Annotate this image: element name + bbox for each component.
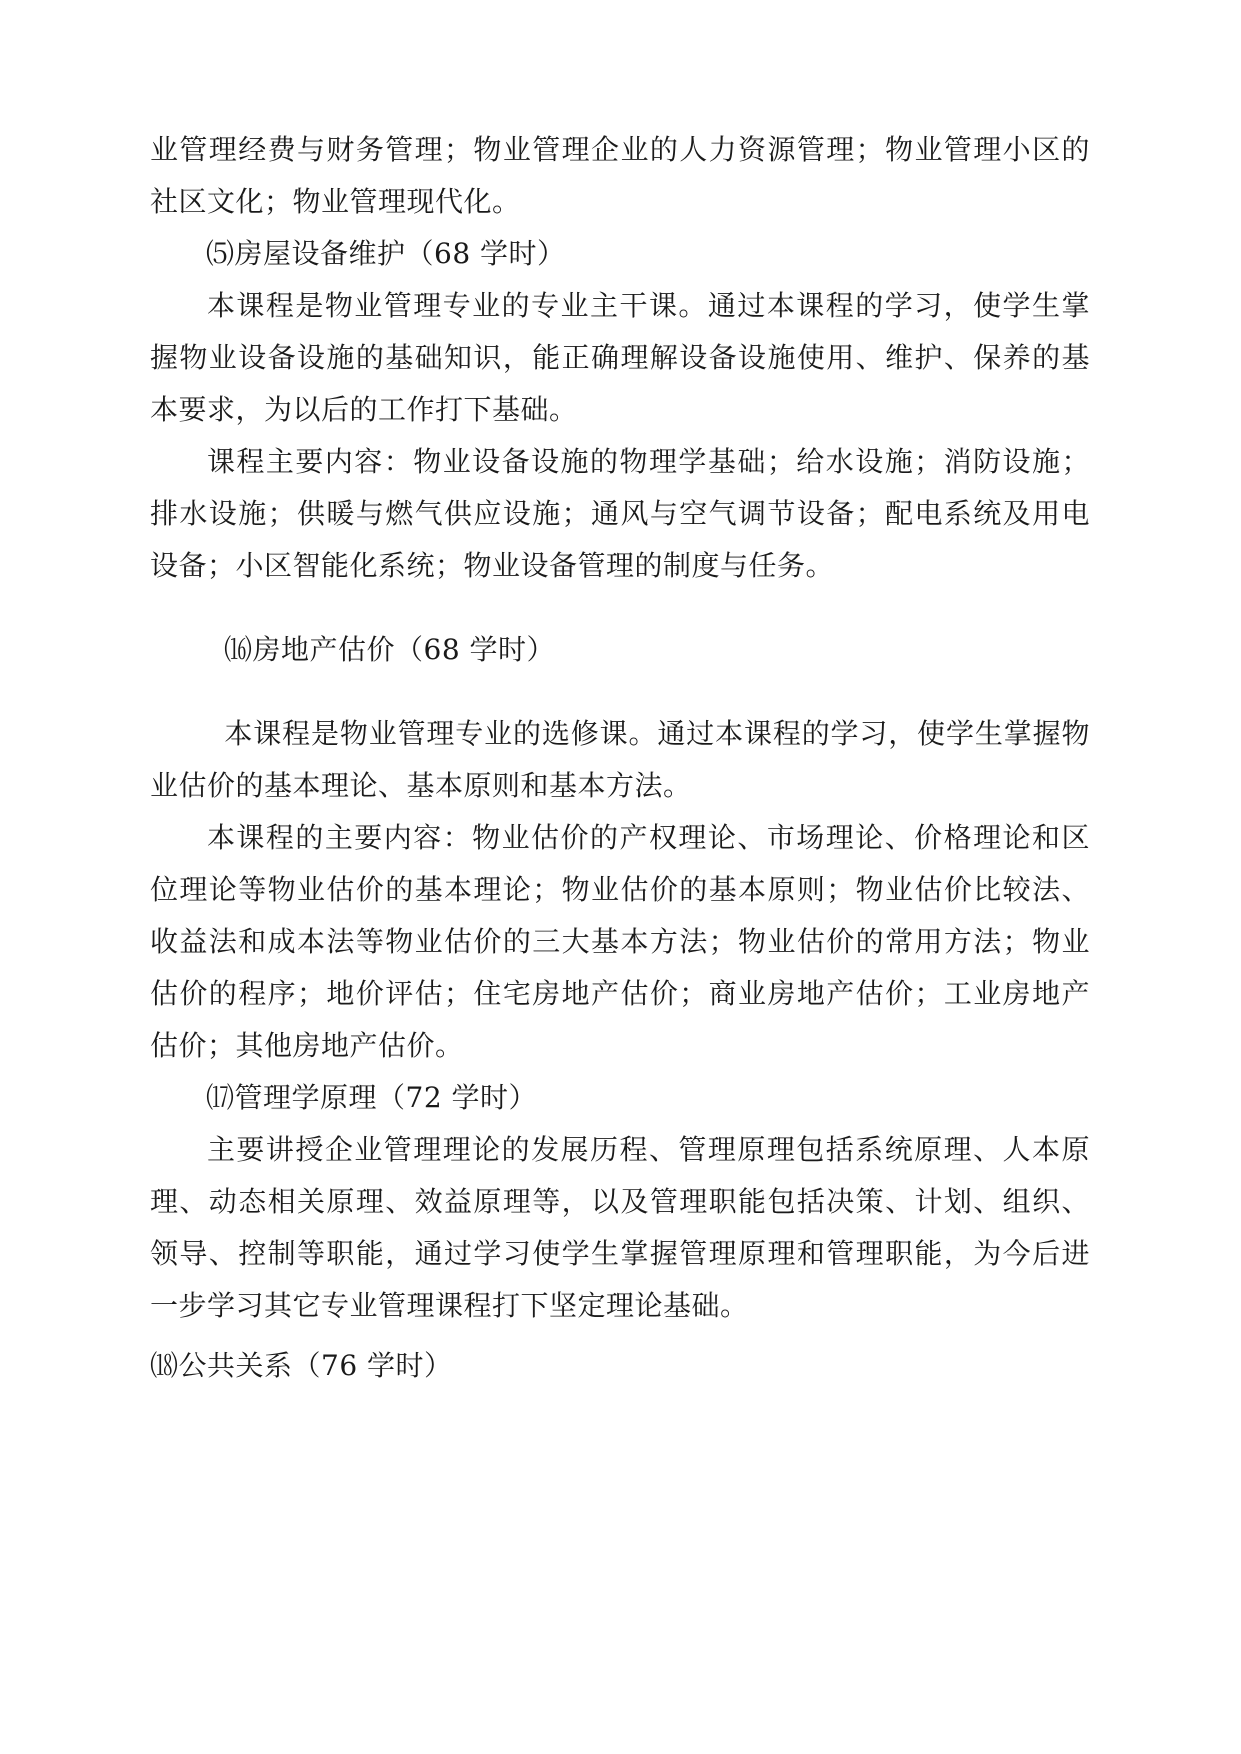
paragraph-line: 握物业设备设施的基础知识，能正确理解设备设施使用、维护、保养的基	[150, 341, 1090, 374]
section-heading: ⒄管理学原理（72 学时）	[206, 1081, 538, 1114]
paragraph-line: 业管理经费与财务管理；物业管理企业的人力资源管理；物业管理小区的	[150, 133, 1090, 166]
paragraph-line-indented: 本课程的主要内容：物业估价的产权理论、市场理论、价格理论和区	[206, 821, 1090, 854]
paragraph-line: 估价；其他房地产估价。	[150, 1029, 464, 1062]
paragraph-line: 位理论等物业估价的基本理论；物业估价的基本原则；物业估价比较法、	[150, 873, 1090, 906]
document-page	[150, 0, 1090, 1754]
paragraph-line: 排水设施；供暖与燃气供应设施；通风与空气调节设备；配电系统及用电	[150, 497, 1090, 530]
paragraph-line: 业估价的基本理论、基本原则和基本方法。	[150, 769, 692, 802]
paragraph-line: 领导、控制等职能，通过学习使学生掌握管理原理和管理职能，为今后进	[150, 1237, 1090, 1270]
paragraph-line-indented: 课程主要内容：物业设备设施的物理学基础；给水设施；消防设施；	[206, 445, 1090, 478]
paragraph-line: 社区文化；物业管理现代化。	[150, 185, 521, 218]
paragraph-line-indented: 主要讲授企业管理理论的发展历程、管理原理包括系统原理、人本原	[206, 1133, 1090, 1166]
section-heading: ⒅公共关系（76 学时）	[150, 1349, 453, 1382]
section-heading: ⒃房地产估价（68 学时）	[224, 633, 556, 666]
paragraph-line: 估价的程序；地价评估；住宅房地产估价；商业房地产估价；工业房地产	[150, 977, 1090, 1010]
paragraph-line: 收益法和成本法等物业估价的三大基本方法；物业估价的常用方法；物业	[150, 925, 1090, 958]
paragraph-line-indented: 本课程是物业管理专业的选修课。通过本课程的学习，使学生掌握物	[224, 717, 1090, 750]
paragraph-line: 一步学习其它专业管理课程打下坚定理论基础。	[150, 1289, 749, 1322]
paragraph-line: 理、动态相关原理、效益原理等，以及管理职能包括决策、计划、组织、	[150, 1185, 1090, 1218]
paragraph-line-indented: 本课程是物业管理专业的专业主干课。通过本课程的学习，使学生掌	[206, 289, 1090, 322]
paragraph-line: 设备；小区智能化系统；物业设备管理的制度与任务。	[150, 549, 835, 582]
section-heading: ⑸房屋设备维护（68 学时）	[206, 237, 566, 270]
paragraph-line: 本要求，为以后的工作打下基础。	[150, 393, 578, 426]
